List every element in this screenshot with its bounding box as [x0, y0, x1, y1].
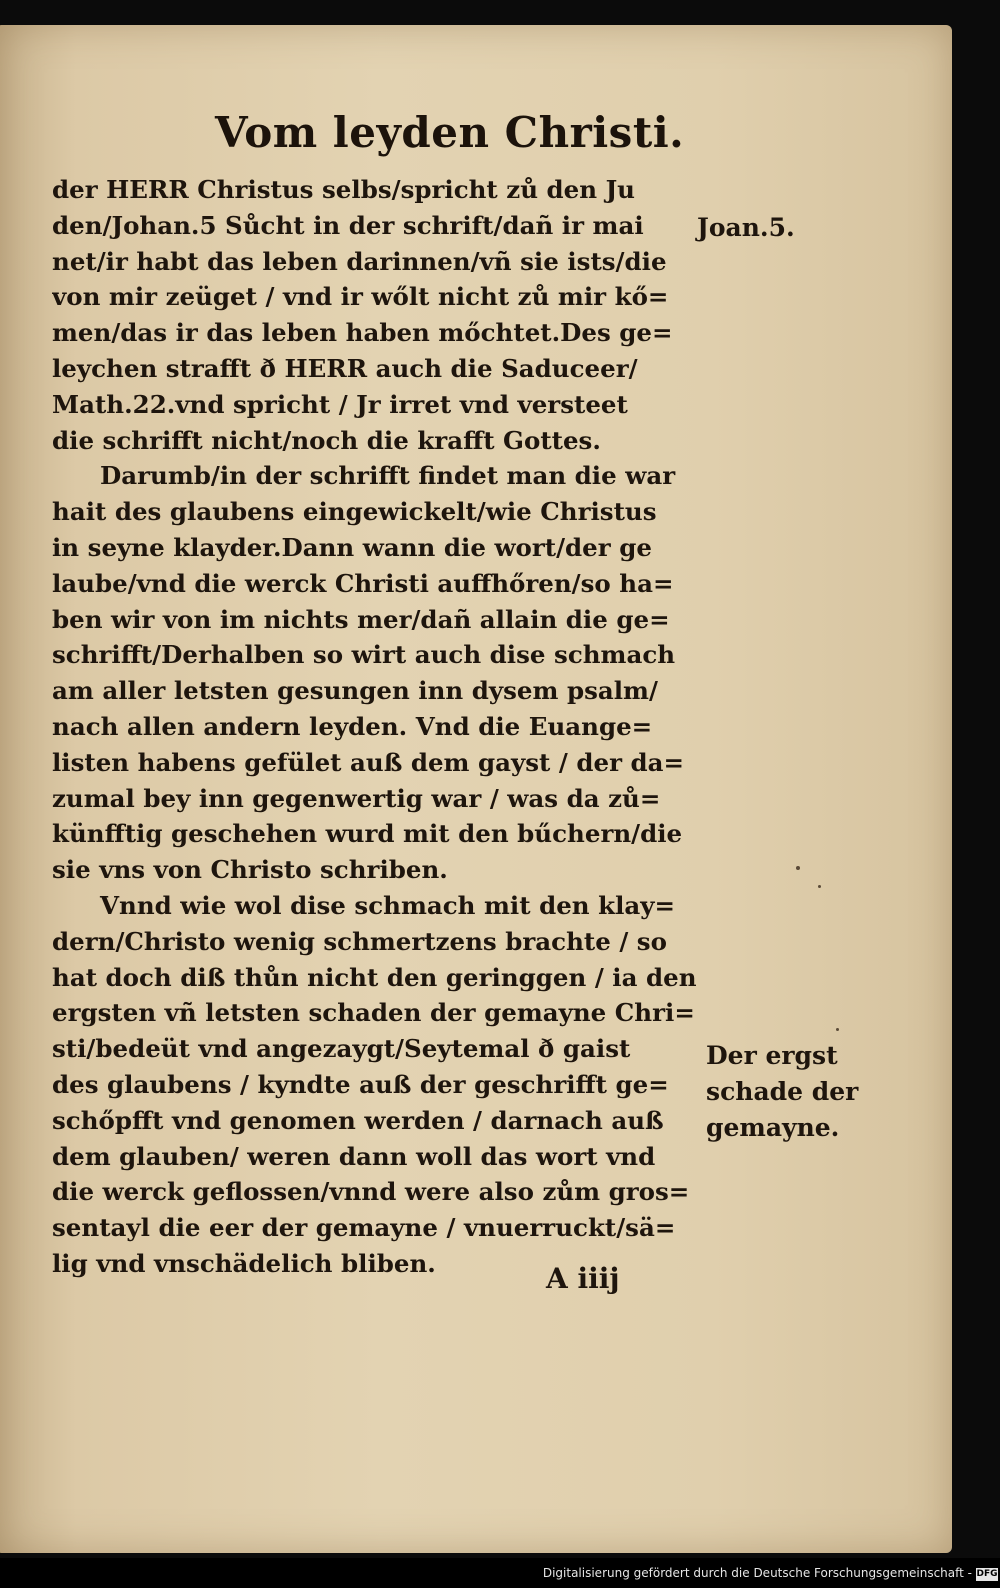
text-line: ben wir von im nichts mer/dañ allain die ge= — [52, 604, 670, 634]
margin-note-line: gemayne. — [706, 1113, 840, 1142]
text-line: laube/vnd die werck Christi auffhőren/so ha= — [52, 568, 674, 598]
running-head: Vom leyden Christi. — [215, 108, 685, 157]
text-line: die werck geflossen/vnnd were also zům gros= — [52, 1177, 690, 1207]
text-line: künfftig geschehen wurd mit den bűchern/die — [52, 819, 683, 849]
text-line: listen habens gefület auß dem gayst / der da= — [52, 747, 685, 777]
text-line: net/ir habt das leben darinnen/vñ sie ists/die — [52, 246, 667, 276]
margin-note-line: schade der — [706, 1077, 859, 1106]
footer-credit: Digitalisierung gefördert durch die Deutsche Forschungsgemeinschaft - — [542, 1566, 972, 1580]
margin-note-gloss — [706, 1038, 858, 1146]
ink-speck — [818, 885, 821, 888]
text-line: sti/bedeüt vnd angezaygt/Seytemal ð gaist — [52, 1034, 631, 1064]
text-line: dem glauben/ weren dann woll das wort vnd — [52, 1141, 656, 1171]
ink-speck — [796, 866, 800, 870]
text-line: am aller letsten gesungen inn dysem psalm/ — [52, 676, 658, 706]
text-line: Math.22.vnd spricht / Jr irret vnd versteet — [52, 389, 628, 419]
margin-note-line: Der ergst — [706, 1041, 838, 1070]
text-line: ergsten vñ letsten schaden der gemayne Chri= — [52, 998, 695, 1028]
text-line: hait des glaubens eingewickelt/wie Christus — [52, 497, 657, 527]
text-line: hat doch diß thůn nicht den geringgen / ia den — [52, 962, 697, 992]
text-line: der HERR Christus selbs/spricht zů den Ju — [52, 175, 635, 204]
text-line: lig vnd vnschädelich bliben. — [52, 1248, 436, 1278]
text-line: den/Johan.5 Sůcht in der schrift/dañ ir mai — [52, 210, 644, 240]
text-line: sentayl die eer der gemayne / vnuerruckt/sä= — [52, 1213, 676, 1243]
text-line: nach allen andern leyden. Vnd die Euange= — [52, 711, 653, 741]
text-line: schőpfft vnd genomen werden / darnach auß — [52, 1105, 664, 1135]
margin-note-citation: Joan.5. — [697, 213, 795, 242]
text-line: die schrifft nicht/noch die krafft Gottes. — [52, 425, 601, 455]
text-line: in seyne klayder.Dann wann die wort/der ge — [52, 532, 652, 562]
text-line: schrifft/Derhalben so wirt auch dise schmach — [52, 640, 676, 670]
signature-mark: A iiij — [546, 1262, 620, 1295]
dfg-logo: DFG — [976, 1569, 998, 1579]
text-line: leychen strafft ð HERR auch die Saduceer/ — [52, 353, 638, 383]
text-line: Darumb/in der schrifft findet man die war — [100, 461, 676, 491]
text-line: zumal bey inn gegenwertig war / was da zů= — [52, 783, 661, 813]
text-line: sie vns von Christo schriben. — [52, 855, 448, 885]
text-line: des glaubens / kyndte auß der geschrifft ge= — [52, 1069, 669, 1099]
ink-speck — [836, 1028, 839, 1031]
text-line: von mir zeüget / vnd ir wőlt nicht zů mir kő= — [52, 282, 669, 312]
page-body-text — [52, 172, 702, 1282]
text-line: Vnnd wie wol dise schmach mit den klay= — [100, 890, 676, 920]
footer-bar — [0, 1558, 1000, 1588]
text-line: dern/Christo wenig schmertzens brachte / so — [52, 926, 667, 956]
text-line: men/das ir das leben haben mőchtet.Des ge= — [52, 318, 673, 348]
